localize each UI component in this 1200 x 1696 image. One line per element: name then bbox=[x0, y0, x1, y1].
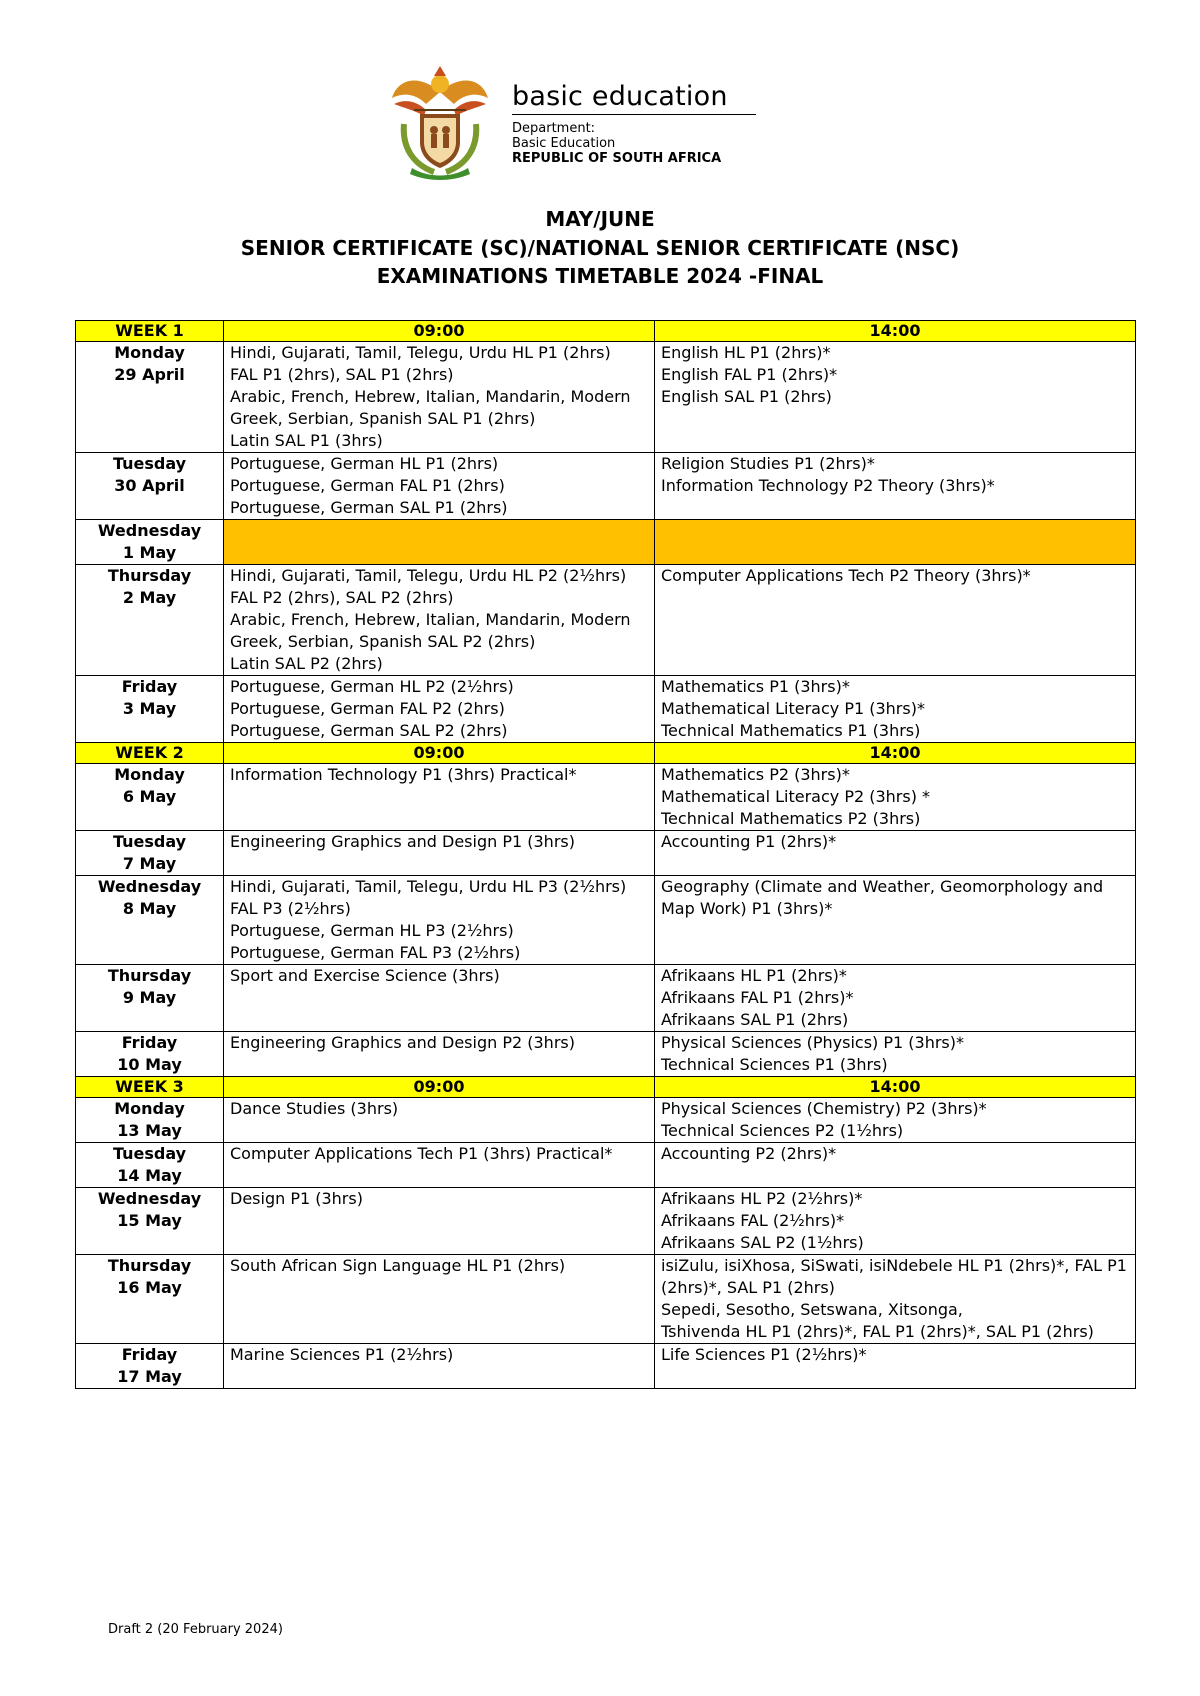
day-row bbox=[76, 764, 1136, 831]
day-name: Monday bbox=[114, 1099, 185, 1118]
day-row bbox=[76, 1032, 1136, 1077]
day-date: 7 May bbox=[122, 854, 177, 873]
week-label: WEEK 2 bbox=[76, 743, 224, 764]
exam-entry: Tshivenda HL P1 (2hrs)*, FAL P1 (2hrs)*, SAL P1 (2hrs) bbox=[661, 1322, 1094, 1341]
day-row bbox=[76, 965, 1136, 1032]
am-session-cell bbox=[224, 1098, 655, 1143]
exam-entry: Computer Applications Tech P1 (3hrs) Practical* bbox=[230, 1144, 613, 1163]
day-name: Friday bbox=[121, 677, 178, 696]
day-name: Thursday bbox=[107, 1256, 192, 1275]
pm-session-cell bbox=[655, 453, 1136, 520]
exam-entry: Portuguese, German SAL P2 (2hrs) bbox=[230, 721, 508, 740]
exam-entry: Afrikaans FAL P1 (2hrs)* bbox=[661, 988, 854, 1007]
timetable bbox=[75, 320, 1136, 1389]
exam-entry: Engineering Graphics and Design P1 (3hrs) bbox=[230, 832, 575, 851]
exam-entry: Technical Sciences P1 (3hrs) bbox=[661, 1055, 888, 1074]
exam-entry: Sport and Exercise Science (3hrs) bbox=[230, 966, 500, 985]
exam-entry: Accounting P2 (2hrs)* bbox=[661, 1144, 837, 1163]
exam-entry: Sepedi, Sesotho, Setswana, Xitsonga, bbox=[661, 1300, 963, 1319]
exam-entry: Latin SAL P2 (2hrs) bbox=[230, 654, 383, 673]
pm-session-cell bbox=[655, 1188, 1136, 1255]
day-row bbox=[76, 676, 1136, 743]
day-cell bbox=[76, 520, 224, 565]
day-row bbox=[76, 453, 1136, 520]
exam-entry: Mathematical Literacy P1 (3hrs)* bbox=[661, 699, 925, 718]
day-row bbox=[76, 1143, 1136, 1188]
session-pm-header: 14:00 bbox=[655, 743, 1136, 764]
day-cell bbox=[76, 342, 224, 453]
exam-entry: Dance Studies (3hrs) bbox=[230, 1099, 399, 1118]
day-date: 10 May bbox=[117, 1055, 182, 1074]
exam-entry: FAL P3 (2½hrs) bbox=[230, 899, 351, 918]
exam-entry: Religion Studies P1 (2hrs)* bbox=[661, 454, 875, 473]
exam-entry: Geography (Climate and Weather, Geomorphology and Map Work) P1 (3hrs)* bbox=[661, 877, 1104, 918]
dept-line-1: Department: bbox=[512, 121, 596, 136]
day-date: 29 April bbox=[114, 365, 185, 384]
exam-entry: Portuguese, German HL P1 (2hrs) bbox=[230, 454, 499, 473]
exam-entry: Design P1 (3hrs) bbox=[230, 1189, 363, 1208]
pm-session-cell bbox=[655, 764, 1136, 831]
exam-entry: Mathematical Literacy P2 (3hrs) * bbox=[661, 787, 931, 806]
day-date: 9 May bbox=[122, 988, 177, 1007]
session-pm-header: 14:00 bbox=[655, 321, 1136, 342]
exam-entry: Information Technology P2 Theory (3hrs)* bbox=[661, 476, 995, 495]
exam-entry: Portuguese, German FAL P2 (2hrs) bbox=[230, 699, 505, 718]
pm-session-cell bbox=[655, 1344, 1136, 1389]
am-session-cell bbox=[224, 453, 655, 520]
day-row bbox=[76, 342, 1136, 453]
pm-session-cell bbox=[655, 1098, 1136, 1143]
am-session-cell bbox=[224, 676, 655, 743]
exam-entry: Portuguese, German FAL P3 (2½hrs) bbox=[230, 943, 521, 962]
pm-session-cell bbox=[655, 1143, 1136, 1188]
exam-entry: Afrikaans SAL P2 (1½hrs) bbox=[661, 1233, 864, 1252]
brand-block bbox=[512, 82, 756, 166]
day-cell bbox=[76, 1255, 224, 1344]
day-row bbox=[76, 1098, 1136, 1143]
day-name: Tuesday bbox=[112, 1144, 187, 1163]
day-date: 30 April bbox=[114, 476, 185, 495]
exam-entry: Technical Sciences P2 (1½hrs) bbox=[661, 1121, 904, 1140]
day-name: Thursday bbox=[107, 566, 192, 585]
day-date: 14 May bbox=[117, 1166, 182, 1185]
day-row bbox=[76, 1344, 1136, 1389]
exam-entry: Physical Sciences (Physics) P1 (3hrs)* bbox=[661, 1033, 964, 1052]
exam-entry: Arabic, French, Hebrew, Italian, Mandarin, Modern Greek, Serbian, Spanish SAL P1 (2hrs) bbox=[230, 387, 631, 428]
exam-entry: Afrikaans FAL (2½hrs)* bbox=[661, 1211, 845, 1230]
exam-entry: isiZulu, isiXhosa, SiSwati, isiNdebele HL P1 (2hrs)*, FAL P1 (2hrs)*, SAL P1 (2hrs) bbox=[661, 1256, 1127, 1297]
day-date: 6 May bbox=[122, 787, 177, 806]
day-row bbox=[76, 1188, 1136, 1255]
exam-entry: Latin SAL P1 (3hrs) bbox=[230, 431, 383, 450]
day-date: 3 May bbox=[122, 699, 177, 718]
day-row bbox=[76, 831, 1136, 876]
day-cell bbox=[76, 1098, 224, 1143]
am-session-cell bbox=[224, 764, 655, 831]
exam-entry: Marine Sciences P1 (2½hrs) bbox=[230, 1345, 454, 1364]
exam-entry: FAL P2 (2hrs), SAL P2 (2hrs) bbox=[230, 588, 454, 607]
pm-session-cell bbox=[655, 1032, 1136, 1077]
exam-entry: English HL P1 (2hrs)* bbox=[661, 343, 831, 362]
day-name: Thursday bbox=[107, 966, 192, 985]
day-cell bbox=[76, 1032, 224, 1077]
exam-entry: Hindi, Gujarati, Tamil, Telegu, Urdu HL P1 (2hrs) bbox=[230, 343, 611, 362]
week-label: WEEK 1 bbox=[76, 321, 224, 342]
exam-entry: Mathematics P1 (3hrs)* bbox=[661, 677, 850, 696]
day-name: Wednesday bbox=[97, 1189, 202, 1208]
pm-session-cell bbox=[655, 342, 1136, 453]
dept-line-2: Basic Education bbox=[512, 136, 616, 151]
am-session-cell bbox=[224, 1344, 655, 1389]
exam-entry: Computer Applications Tech P2 Theory (3hrs)* bbox=[661, 566, 1031, 585]
doc-title-line-1: MAY/JUNE bbox=[545, 207, 655, 231]
day-cell bbox=[76, 965, 224, 1032]
exam-entry: Afrikaans HL P2 (2½hrs)* bbox=[661, 1189, 863, 1208]
exam-entry: Physical Sciences (Chemistry) P2 (3hrs)* bbox=[661, 1099, 987, 1118]
day-name: Friday bbox=[121, 1345, 178, 1364]
week-header-row bbox=[76, 743, 1136, 764]
am-session-cell bbox=[224, 565, 655, 676]
am-session-cell bbox=[224, 876, 655, 965]
day-cell bbox=[76, 764, 224, 831]
exam-entry: Portuguese, German HL P3 (2½hrs) bbox=[230, 921, 514, 940]
pm-session-cell bbox=[655, 831, 1136, 876]
exam-entry: Accounting P1 (2hrs)* bbox=[661, 832, 837, 851]
am-session-cell bbox=[224, 965, 655, 1032]
exam-entry: Engineering Graphics and Design P2 (3hrs) bbox=[230, 1033, 575, 1052]
exam-entry: Information Technology P1 (3hrs) Practical* bbox=[230, 765, 577, 784]
exam-entry: Hindi, Gujarati, Tamil, Telegu, Urdu HL P3 (2½hrs) bbox=[230, 877, 627, 896]
day-date: 13 May bbox=[117, 1121, 182, 1140]
day-cell bbox=[76, 831, 224, 876]
session-am-header: 09:00 bbox=[224, 321, 655, 342]
session-am-header: 09:00 bbox=[224, 743, 655, 764]
day-cell bbox=[76, 1188, 224, 1255]
am-session-cell bbox=[224, 1188, 655, 1255]
week-header-row bbox=[76, 1077, 1136, 1098]
exam-entry: Technical Mathematics P2 (3hrs) bbox=[661, 809, 921, 828]
week-header-row bbox=[76, 321, 1136, 342]
day-row bbox=[76, 1255, 1136, 1344]
day-date: 15 May bbox=[117, 1211, 182, 1230]
public-holiday-cell bbox=[655, 520, 1136, 565]
pm-session-cell bbox=[655, 876, 1136, 965]
day-cell bbox=[76, 676, 224, 743]
doc-title-line-2: SENIOR CERTIFICATE (SC)/NATIONAL SENIOR CERTIFICATE (NSC) bbox=[240, 236, 960, 260]
day-name: Tuesday bbox=[112, 454, 187, 473]
session-am-header: 09:00 bbox=[224, 1077, 655, 1098]
day-cell bbox=[76, 1143, 224, 1188]
exam-entry: Hindi, Gujarati, Tamil, Telegu, Urdu HL P2 (2½hrs) bbox=[230, 566, 627, 585]
day-cell bbox=[76, 1344, 224, 1389]
exam-entry: South African Sign Language HL P1 (2hrs) bbox=[230, 1256, 566, 1275]
day-name: Monday bbox=[114, 765, 185, 784]
exam-entry: FAL P1 (2hrs), SAL P1 (2hrs) bbox=[230, 365, 454, 384]
exam-entry: Portuguese, German HL P2 (2½hrs) bbox=[230, 677, 514, 696]
week-label: WEEK 3 bbox=[76, 1077, 224, 1098]
exam-entry: Life Sciences P1 (2½hrs)* bbox=[661, 1345, 867, 1364]
doc-title-line-3: EXAMINATIONS TIMETABLE 2024 -FINAL bbox=[376, 264, 824, 288]
public-holiday-cell bbox=[224, 520, 655, 565]
am-session-cell bbox=[224, 1032, 655, 1077]
day-row bbox=[76, 520, 1136, 565]
am-session-cell bbox=[224, 342, 655, 453]
day-name: Friday bbox=[121, 1033, 178, 1052]
day-name: Monday bbox=[114, 343, 185, 362]
day-name: Wednesday bbox=[97, 521, 202, 540]
exam-entry: Afrikaans SAL P1 (2hrs) bbox=[661, 1010, 849, 1029]
day-name: Tuesday bbox=[112, 832, 187, 851]
day-name: Wednesday bbox=[97, 877, 202, 896]
exam-entry: Afrikaans HL P1 (2hrs)* bbox=[661, 966, 847, 985]
am-session-cell bbox=[224, 831, 655, 876]
brand-rule bbox=[512, 114, 756, 115]
dept-line-3: REPUBLIC OF SOUTH AFRICA bbox=[512, 151, 722, 166]
exam-entry: Technical Mathematics P1 (3hrs) bbox=[661, 721, 921, 740]
exam-entry: Portuguese, German FAL P1 (2hrs) bbox=[230, 476, 505, 495]
am-session-cell bbox=[224, 1255, 655, 1344]
exam-entry: Mathematics P2 (3hrs)* bbox=[661, 765, 850, 784]
pm-session-cell bbox=[655, 565, 1136, 676]
am-session-cell bbox=[224, 1143, 655, 1188]
day-cell bbox=[76, 565, 224, 676]
pm-session-cell bbox=[655, 965, 1136, 1032]
pm-session-cell bbox=[655, 676, 1136, 743]
day-date: 2 May bbox=[122, 588, 177, 607]
coat-of-arms-icon bbox=[390, 64, 490, 180]
day-date: 1 May bbox=[122, 543, 177, 562]
day-row bbox=[76, 876, 1136, 965]
session-pm-header: 14:00 bbox=[655, 1077, 1136, 1098]
day-date: 17 May bbox=[117, 1367, 182, 1386]
day-date: 8 May bbox=[122, 899, 177, 918]
brand-name: basic education bbox=[512, 81, 728, 112]
exam-entry: English SAL P1 (2hrs) bbox=[661, 387, 832, 406]
exam-entry: Arabic, French, Hebrew, Italian, Mandarin, Modern Greek, Serbian, Spanish SAL P2 (2hrs) bbox=[230, 610, 631, 651]
day-cell bbox=[76, 453, 224, 520]
day-date: 16 May bbox=[117, 1278, 182, 1297]
draft-footer: Draft 2 (20 February 2024) bbox=[108, 1622, 283, 1637]
exam-entry: English FAL P1 (2hrs)* bbox=[661, 365, 838, 384]
day-row bbox=[76, 565, 1136, 676]
day-cell bbox=[76, 876, 224, 965]
logo bbox=[390, 64, 790, 180]
pm-session-cell bbox=[655, 1255, 1136, 1344]
exam-entry: Portuguese, German SAL P1 (2hrs) bbox=[230, 498, 508, 517]
